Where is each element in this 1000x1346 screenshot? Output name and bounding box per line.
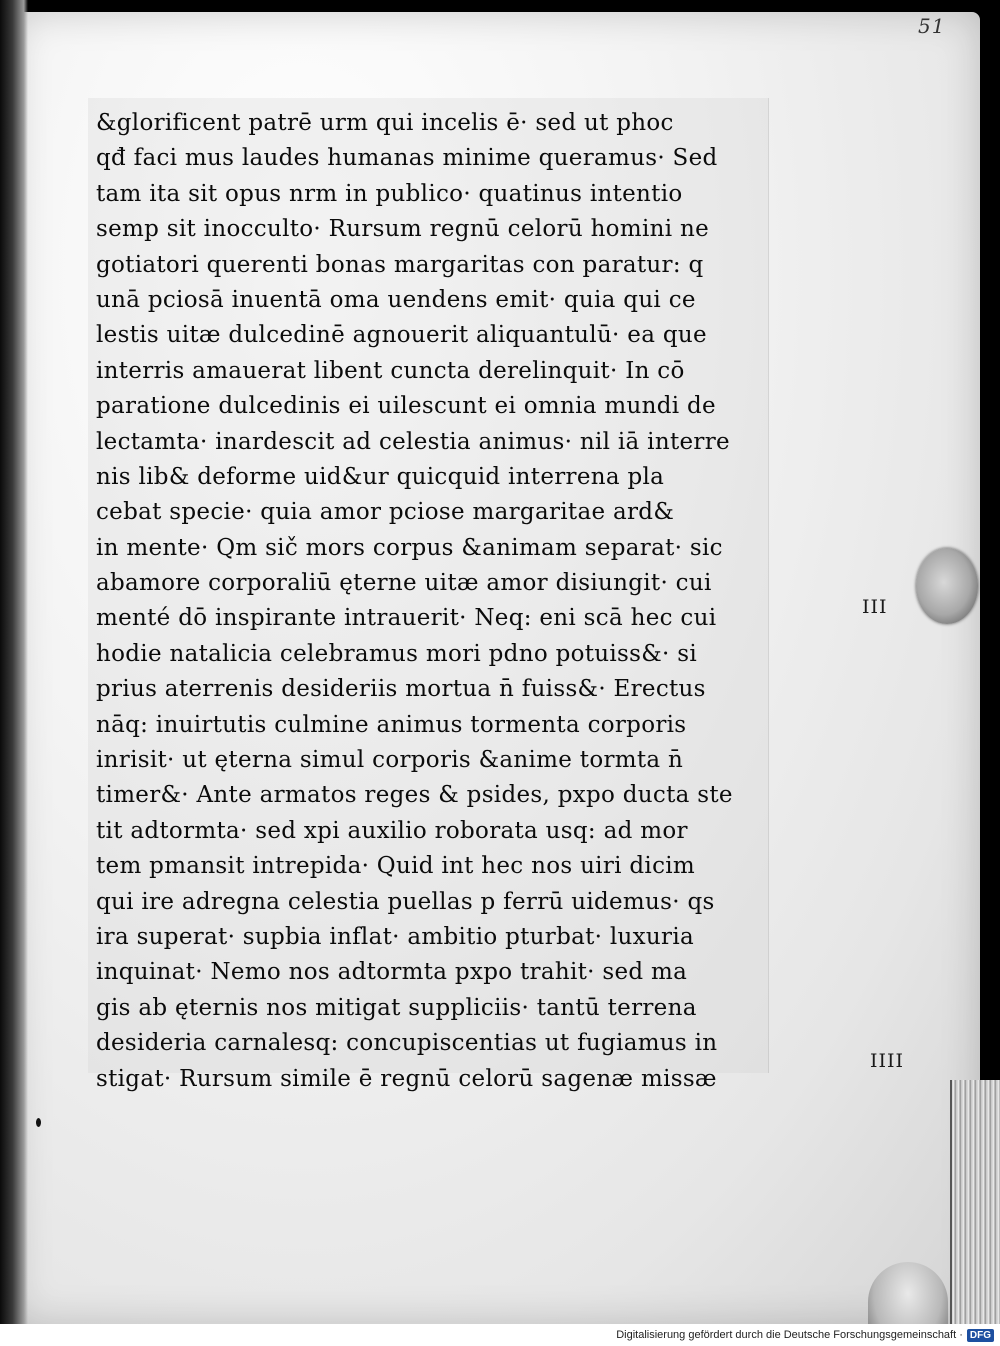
text-line: abamore corporaliū ęterne uitæ amor disiungit· cui	[96, 570, 712, 597]
text-line: nis lib& deforme uid&ur quicquid interrena pla	[96, 463, 665, 490]
text-line: nāq: inuirtutis culmine animus tormenta corporis	[96, 711, 687, 738]
text-line: lectamta· inardescit ad celestia animus· nil iā interre	[96, 428, 730, 455]
margin-note-3: III	[862, 596, 888, 618]
fore-edge-pages	[950, 1080, 1000, 1326]
text-line: gis ab ęternis nos mitigat suppliciis· tantū terrena	[96, 994, 697, 1021]
seal-mark	[916, 548, 978, 624]
text-line: cebat specie· quia amor pciose margaritae ard&	[96, 499, 675, 526]
text-line: hodie natalicia celebramus mori pdno potuiss&· si	[96, 640, 698, 667]
text-line: unā pciosā inuentā oma uendens emit· quia qui ce	[96, 286, 696, 313]
text-line: inrisit· ut ęterna simul corporis &anime tormta n̄	[96, 747, 684, 774]
text-line: tit adtormta· sed xpi auxilio roborata usq: ad mor	[96, 817, 688, 844]
text-line: paratione dulcedinis ei uilescunt ei omnia mundi de	[96, 393, 716, 420]
text-line: &glorificent patrē urm qui incelis ē· sed ut phoc	[96, 110, 674, 136]
text-line: menté dō inspirante intrauerit· Neq: eni scā hec cui	[96, 605, 717, 632]
text-line: ira superat· supbia inflat· ambitio pturbat· luxuria	[96, 923, 695, 950]
folio-number: 51	[918, 14, 946, 38]
text-line: qui ire adregna celestia puellas p ferrū uidemus· qs	[96, 888, 715, 915]
text-line: stigat· Rursum simile ē regnū celorū sagenæ missæ	[96, 1065, 717, 1092]
margin-note-4: IIII	[870, 1050, 905, 1072]
text-line: timer&· Ante armatos reges & psides, pxpo ducta ste	[96, 782, 733, 809]
manuscript-text-block	[96, 106, 776, 1097]
text-line: interris amauerat libent cuncta derelinquit· In cō	[96, 357, 685, 384]
text-line: gotiatori querenti bonas margaritas con paratur: q	[96, 251, 704, 278]
text-line: in mente· Qm sič mors corpus &animam separat· sic	[96, 534, 723, 561]
footer-credit: Digitalisierung gefördert durch die Deutsche Forschungsgemeinschaft ·	[616, 1329, 963, 1341]
text-line: prius aterrenis desideriis mortua n̄ fuiss&· Erectus	[96, 676, 706, 703]
binding-gutter	[0, 0, 28, 1346]
text-line: qđ faci mus laudes humanas minime queramus· Sed	[96, 145, 718, 172]
ink-spot	[36, 1118, 41, 1127]
footer-bar	[0, 1324, 1000, 1346]
dfg-logo: DFG	[967, 1329, 994, 1342]
text-line: tem pmansit intrepida· Quid int hec nos uiri dicim	[96, 853, 696, 880]
text-line: tam ita sit opus nrm in publico· quatinus intentio	[96, 180, 683, 207]
text-line: desideria carnalesq: concupiscentias ut fugiamus in	[96, 1030, 718, 1057]
text-line: semp sit inocculto· Rursum regnū celorū homini ne	[96, 216, 710, 243]
text-line: lestis uitæ dulcedinē agnouerit aliquantulū· ea que	[96, 322, 707, 349]
text-line: inquinat· Nemo nos adtormta pxpo trahit· sed ma	[96, 959, 688, 986]
